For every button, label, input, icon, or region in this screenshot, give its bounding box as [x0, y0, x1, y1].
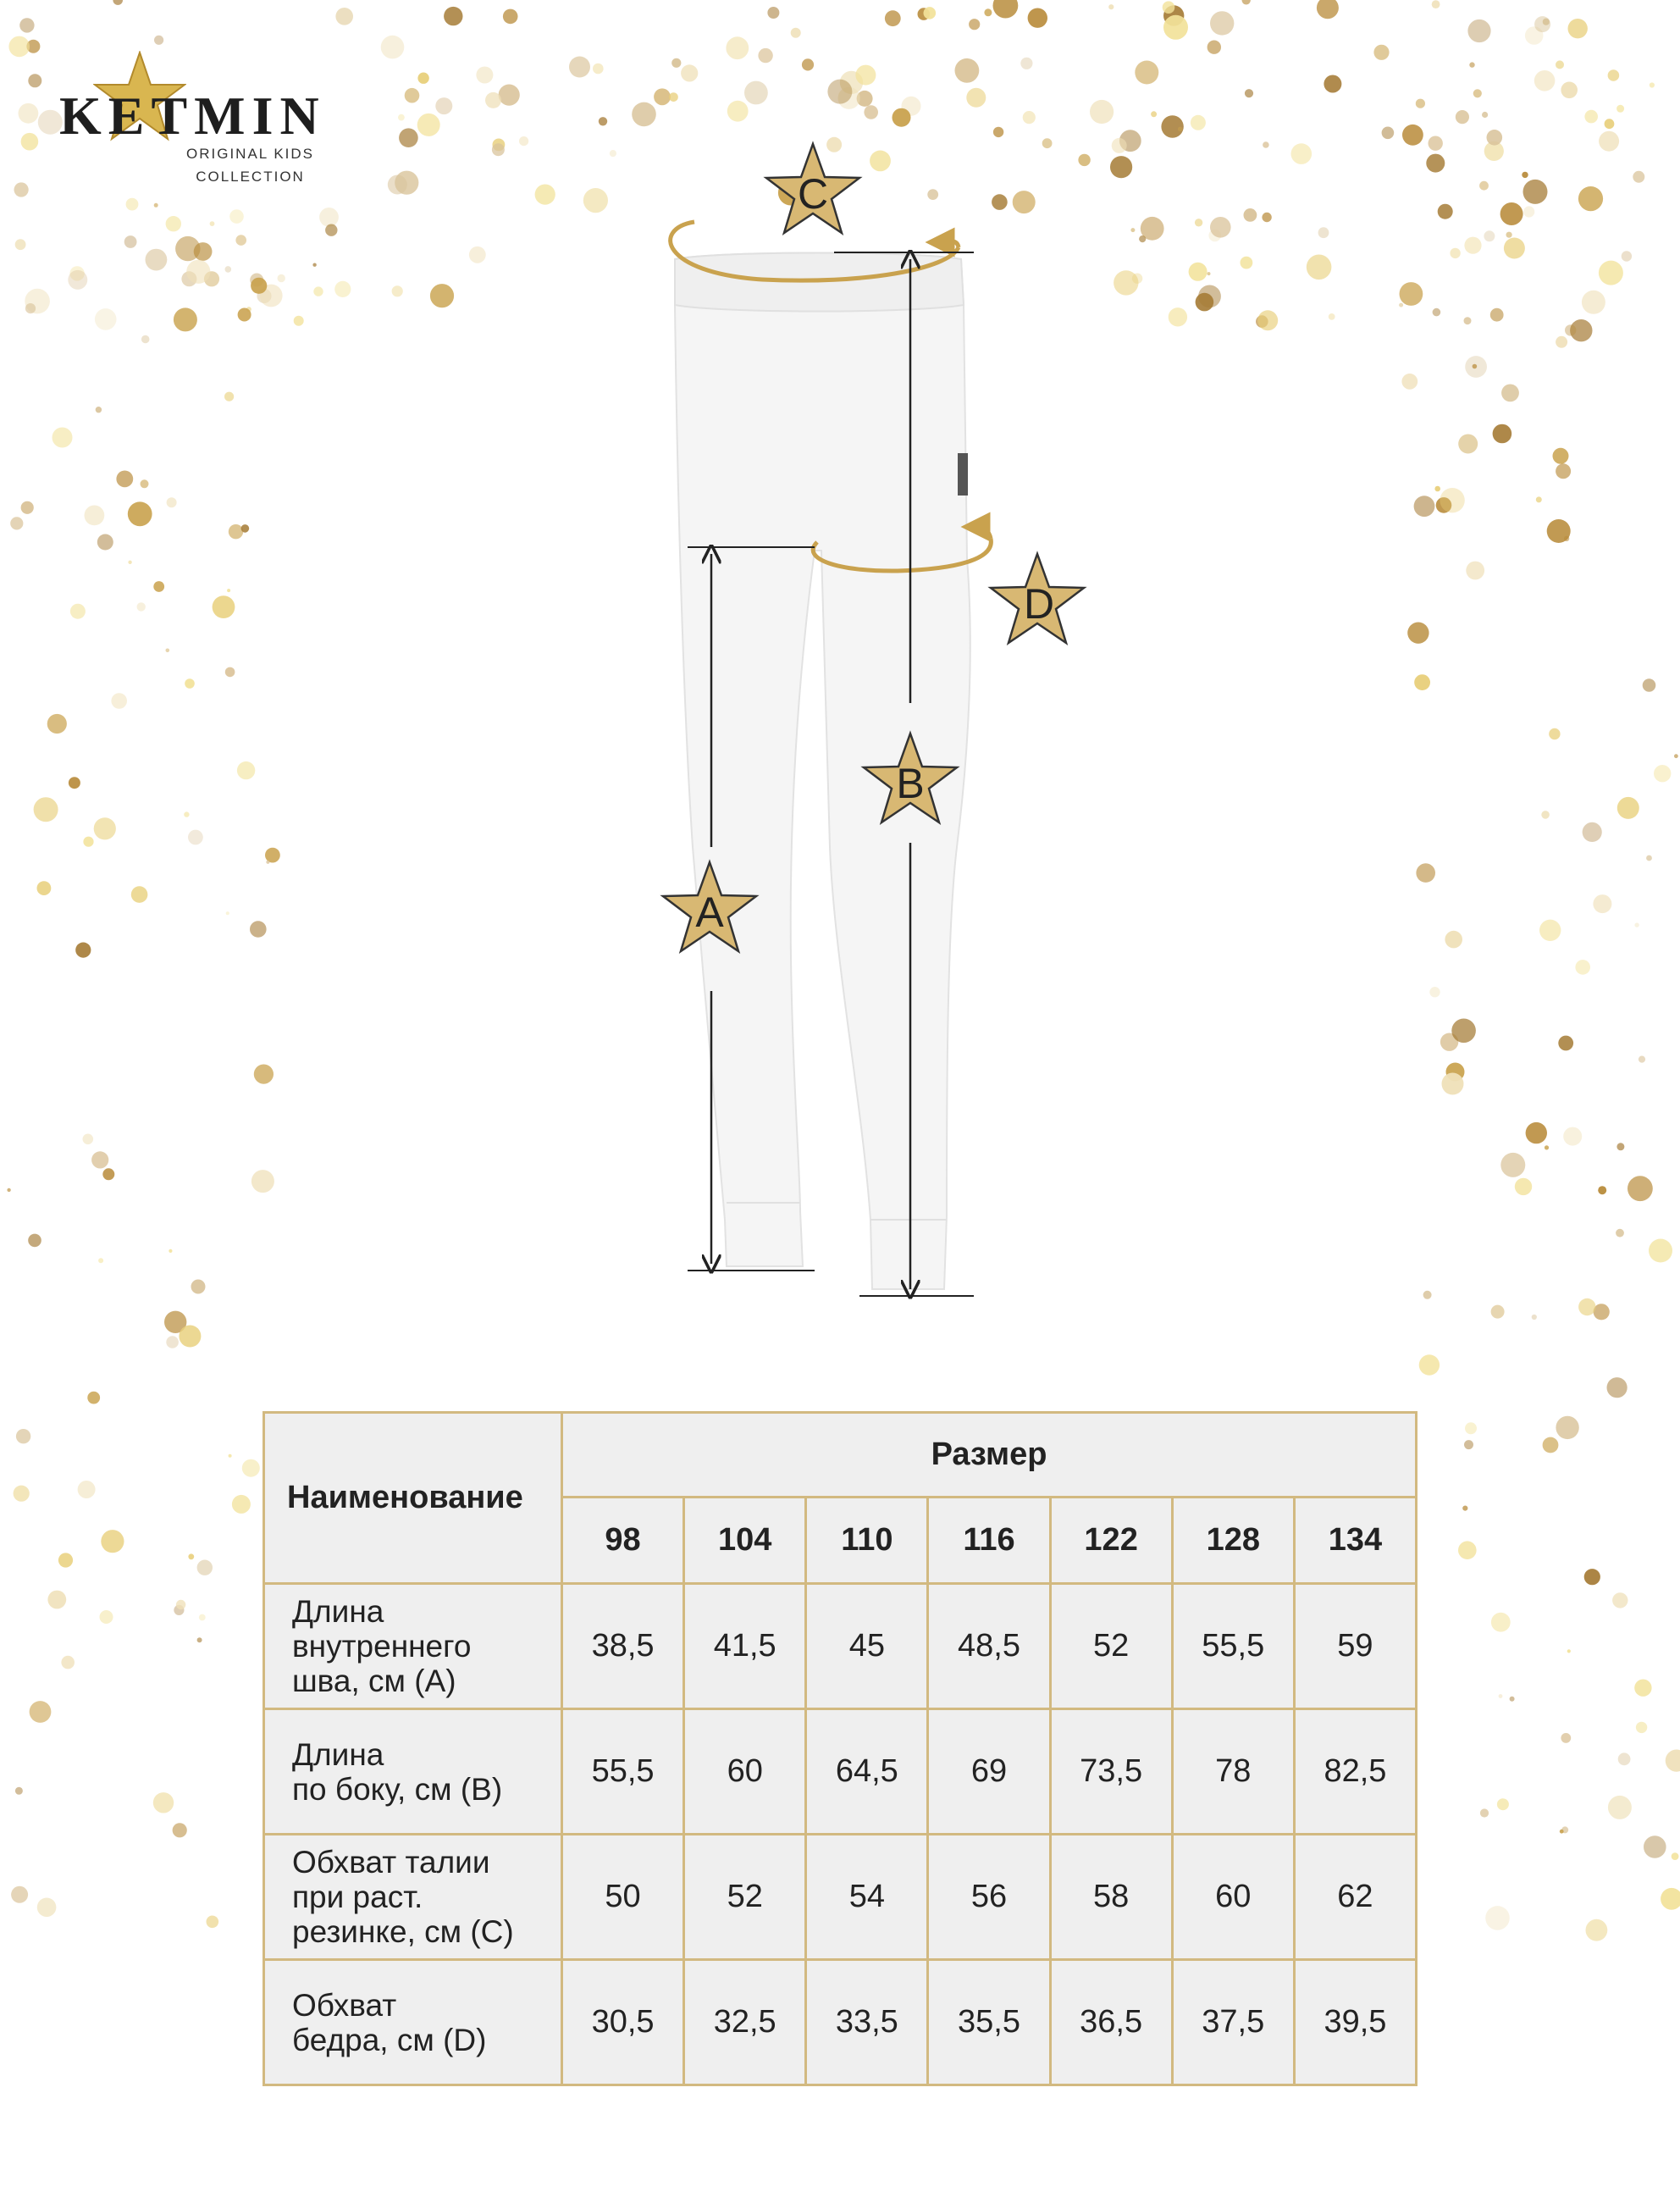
value-cell: 60 — [684, 1709, 806, 1835]
confetti-dot — [78, 1481, 96, 1498]
confetti-dot — [37, 1898, 57, 1918]
confetti-dot — [153, 1792, 174, 1813]
value-cell: 55,5 — [1172, 1584, 1294, 1709]
value-cell: 58 — [1050, 1835, 1172, 1960]
value-cell: 54 — [806, 1835, 928, 1960]
value-cell: 36,5 — [1050, 1960, 1172, 2085]
row-label — [264, 1835, 562, 1960]
value-cell: 69 — [928, 1709, 1050, 1835]
star-label-d: D — [1023, 580, 1055, 628]
value-cell: 50 — [562, 1835, 684, 1960]
confetti-dot — [1672, 1852, 1679, 1860]
confetti-dot — [1612, 1592, 1628, 1608]
size-cell: 110 — [806, 1498, 928, 1584]
value-cell: 32,5 — [684, 1960, 806, 2085]
table-row — [264, 1960, 1417, 2085]
confetti-dot — [1419, 1354, 1440, 1375]
confetti-dot — [1556, 1416, 1578, 1439]
star-label-c: C — [797, 170, 829, 218]
size-cell: 122 — [1050, 1498, 1172, 1584]
brand-tagline-line2: COLLECTION — [196, 169, 305, 185]
confetti-dot — [1560, 1830, 1564, 1834]
garment-tag-icon — [958, 453, 968, 496]
confetti-dot — [1510, 1697, 1515, 1702]
confetti-dot — [1485, 1906, 1510, 1930]
confetti-dot — [242, 1459, 260, 1477]
confetti-dot — [15, 1787, 23, 1795]
confetti-dot — [1462, 1506, 1467, 1511]
confetti-dot — [176, 1600, 185, 1609]
value-cell: 73,5 — [1050, 1709, 1172, 1835]
confetti-dot — [1636, 1722, 1647, 1733]
row-label — [264, 1584, 562, 1709]
confetti-dot — [1499, 1694, 1503, 1698]
value-cell: 37,5 — [1172, 1960, 1294, 2085]
confetti-dot — [232, 1495, 251, 1514]
confetti-dot — [14, 1486, 30, 1502]
row-label — [264, 1709, 562, 1835]
confetti-dot — [30, 1701, 52, 1723]
name-column-header: Наименование — [264, 1413, 562, 1584]
confetti-dot — [100, 1610, 113, 1624]
confetti-dot — [1586, 1919, 1608, 1941]
value-cell: 48,5 — [928, 1584, 1050, 1709]
value-cell: 35,5 — [928, 1960, 1050, 2085]
table-header-row — [264, 1413, 1417, 1498]
confetti-dot — [1567, 1649, 1571, 1653]
confetti-dot — [101, 1530, 124, 1553]
confetti-dot — [11, 1886, 28, 1903]
value-cell: 60 — [1172, 1835, 1294, 1960]
value-cell: 38,5 — [562, 1584, 684, 1709]
confetti-dot — [1634, 1680, 1651, 1697]
confetti-dot — [188, 1553, 194, 1559]
confetti-dot — [197, 1560, 213, 1575]
size-cell: 116 — [928, 1498, 1050, 1584]
confetti-dot — [199, 1614, 206, 1621]
confetti-dot — [87, 1392, 100, 1404]
row-label-line: Обхват — [292, 1987, 397, 2023]
confetti-dot — [229, 1454, 232, 1458]
value-cell: 78 — [1172, 1709, 1294, 1835]
size-cell: 128 — [1172, 1498, 1294, 1584]
row-label-line: шва, см (A) — [292, 1664, 456, 1698]
confetti-dot — [197, 1637, 202, 1642]
size-cell: 98 — [562, 1498, 684, 1584]
confetti-dot — [1458, 1541, 1477, 1559]
confetti-dot — [207, 1916, 219, 1929]
confetti-dot — [1661, 1888, 1680, 1910]
size-chart-table — [262, 1411, 1418, 2086]
confetti-dot — [61, 1656, 75, 1669]
value-cell: 55,5 — [562, 1709, 684, 1835]
value-cell: 52 — [684, 1835, 806, 1960]
row-label-line: при раст. — [292, 1880, 423, 1914]
star-label-b: B — [896, 760, 925, 807]
value-cell: 52 — [1050, 1584, 1172, 1709]
row-label-line: бедра, см (D) — [292, 2022, 487, 2057]
confetti-dot — [1644, 1835, 1666, 1858]
confetti-dot — [1464, 1440, 1473, 1449]
value-cell: 30,5 — [562, 1960, 684, 2085]
table-row — [264, 1709, 1417, 1835]
confetti-dot — [1543, 1437, 1559, 1453]
star-label-d-icon — [991, 554, 1084, 643]
confetti-dot — [1607, 1377, 1628, 1398]
confetti-dot — [58, 1553, 73, 1567]
confetti-dot — [1618, 1752, 1631, 1765]
row-label-line: по боку, см (B) — [292, 1771, 503, 1807]
brand-name: KETMIN — [59, 86, 326, 146]
confetti-dot — [173, 1823, 187, 1837]
star-label-c-icon — [766, 144, 859, 233]
value-cell: 82,5 — [1294, 1709, 1416, 1835]
confetti-dot — [1480, 1808, 1489, 1817]
confetti-dot — [16, 1429, 30, 1443]
size-cell: 104 — [684, 1498, 806, 1584]
confetti-dot — [47, 1591, 66, 1609]
confetti-dot — [1497, 1798, 1509, 1810]
value-cell: 33,5 — [806, 1960, 928, 2085]
row-label — [264, 1960, 562, 2085]
confetti-dot — [1491, 1613, 1511, 1632]
value-cell: 39,5 — [1294, 1960, 1416, 2085]
confetti-dot — [1608, 1796, 1632, 1819]
row-label-line: Длина — [292, 1736, 384, 1772]
value-cell: 64,5 — [806, 1709, 928, 1835]
row-label-line: Обхват талии — [292, 1845, 490, 1880]
brand-tagline-line1: ORIGINAL KIDS — [186, 146, 315, 162]
value-cell: 45 — [806, 1584, 928, 1709]
star-label-a: A — [695, 889, 724, 936]
value-cell: 41,5 — [684, 1584, 806, 1709]
row-label-line: резинке, см (C) — [292, 1914, 514, 1949]
confetti-dot — [1561, 1733, 1571, 1743]
value-cell: 56 — [928, 1835, 1050, 1960]
confetti-dot — [1666, 1750, 1680, 1772]
confetti-dot — [1465, 1422, 1477, 1434]
value-cell: 62 — [1294, 1835, 1416, 1960]
row-label-line: внутреннего — [292, 1629, 472, 1664]
table-row — [264, 1584, 1417, 1709]
size-column-header: Размер — [562, 1413, 1417, 1498]
table-row — [264, 1835, 1417, 1960]
size-cell: 134 — [1294, 1498, 1416, 1584]
row-label-line: Длина — [292, 1594, 384, 1629]
value-cell: 59 — [1294, 1584, 1416, 1709]
confetti-dot — [1584, 1569, 1600, 1585]
